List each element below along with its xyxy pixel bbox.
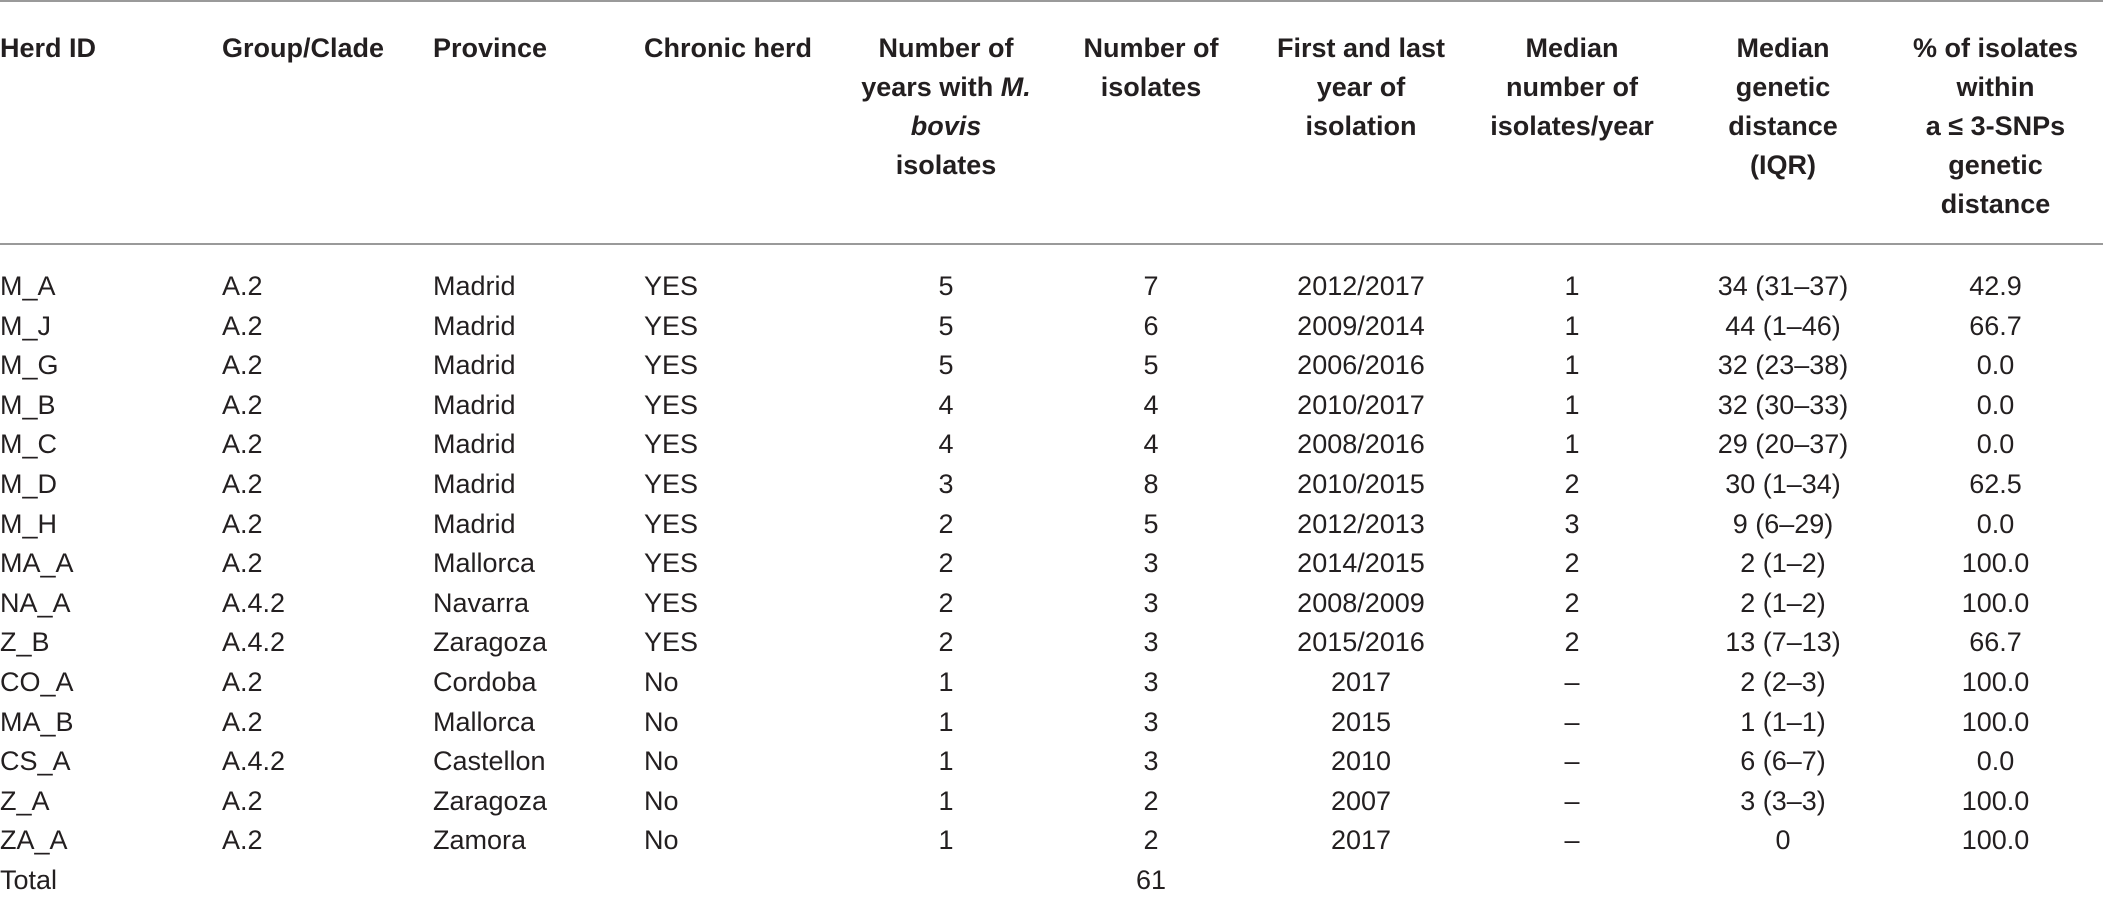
cell-number-of-isolates: 3 (1143, 627, 1159, 658)
table-row (0, 703, 2103, 743)
cell-herd-id: CS_A (0, 746, 71, 777)
cell-number-of-isolates: 3 (1143, 548, 1159, 579)
cell-median-genetic-distance: 2 (1–2) (1740, 587, 1826, 618)
table-row (0, 584, 2103, 624)
table-row (0, 623, 2103, 663)
cell-group-clade: A.2 (222, 310, 263, 341)
cell-pct-within-3-snps: 66.7 (1969, 310, 2022, 341)
cell-pct-within-3-snps: 0.0 (1976, 508, 2015, 539)
cell-province: Zaragoza (433, 627, 548, 658)
cell-median-genetic-distance: 30 (1–34) (1725, 468, 1841, 499)
cell-number-of-isolates: 5 (1143, 508, 1159, 539)
cell-pct-within-3-snps: 100.0 (1961, 548, 2030, 579)
cell-years-with-isolates: 1 (938, 785, 954, 816)
cell-number-of-isolates: 4 (1143, 389, 1159, 420)
cell-number-of-isolates: 6 (1143, 310, 1159, 341)
table-body (0, 244, 2103, 901)
cell-first-last-year: 2007 (1330, 785, 1392, 816)
cell-pct-within-3-snps: 100.0 (1961, 825, 2030, 856)
cell-median-isolates-per-year: 1 (1564, 429, 1580, 460)
cell-group-clade: A.2 (222, 666, 263, 697)
cell-median-isolates-per-year: – (1564, 746, 1580, 777)
cell-chronic-herd: YES (644, 271, 699, 301)
cell-first-last-year: 2012/2013 (1297, 508, 1425, 539)
header-years-with-isolates: Number of years with M. bovis isolates (846, 1, 1046, 244)
table-row (0, 821, 2103, 861)
cell-pct-within-3-snps: 100.0 (1961, 785, 2030, 816)
cell-number-of-isolates: 3 (1143, 706, 1159, 737)
cell-chronic-herd: No (644, 666, 679, 697)
table-row (0, 544, 2103, 584)
cell-median-genetic-distance: 6 (6–7) (1740, 746, 1826, 777)
total-row (0, 861, 2103, 901)
cell-median-isolates-per-year: – (1564, 825, 1580, 856)
cell-group-clade: A.2 (222, 271, 263, 301)
cell-province: Madrid (433, 468, 516, 499)
table-row (0, 244, 2103, 307)
cell-first-last-year: 2010 (1330, 746, 1392, 777)
cell-median-genetic-distance: 13 (7–13) (1725, 627, 1841, 658)
cell-chronic-herd: No (644, 706, 679, 737)
cell-first-last-year: 2010/2015 (1297, 468, 1425, 499)
cell-herd-id: M_J (0, 310, 52, 341)
cell-years-with-isolates: 1 (938, 706, 954, 737)
total-number-of-isolates: 61 (1135, 864, 1167, 895)
table-row (0, 663, 2103, 703)
cell-herd-id: Z_A (0, 785, 50, 816)
cell-median-genetic-distance: 2 (2–3) (1740, 666, 1826, 697)
cell-province: Madrid (433, 271, 516, 301)
cell-pct-within-3-snps: 0.0 (1976, 350, 2015, 381)
table-row (0, 425, 2103, 465)
table-row (0, 307, 2103, 347)
cell-first-last-year: 2012/2017 (1297, 271, 1425, 301)
cell-years-with-isolates: 3 (938, 468, 954, 499)
cell-years-with-isolates: 4 (938, 429, 954, 460)
header-group-clade: Group/Clade (222, 1, 433, 244)
cell-median-genetic-distance: 1 (1–1) (1740, 706, 1826, 737)
cell-first-last-year: 2017 (1330, 666, 1392, 697)
table-row (0, 465, 2103, 505)
cell-median-genetic-distance: 3 (3–3) (1740, 785, 1826, 816)
cell-first-last-year: 2006/2016 (1297, 350, 1425, 381)
cell-pct-within-3-snps: 100.0 (1961, 587, 2030, 618)
cell-first-last-year: 2009/2014 (1297, 310, 1425, 341)
cell-group-clade: A.2 (222, 548, 263, 579)
cell-median-genetic-distance: 34 (31–37) (1717, 271, 1849, 301)
cell-years-with-isolates: 2 (938, 627, 954, 658)
table-header-row (0, 1, 2103, 244)
cell-province: Madrid (433, 508, 516, 539)
cell-pct-within-3-snps: 0.0 (1976, 746, 2015, 777)
cell-chronic-herd: YES (644, 508, 699, 539)
cell-median-genetic-distance: 0 (1775, 825, 1791, 856)
cell-number-of-isolates: 3 (1143, 746, 1159, 777)
cell-group-clade: A.2 (222, 429, 263, 460)
cell-median-genetic-distance: 32 (23–38) (1717, 350, 1849, 381)
cell-first-last-year: 2008/2016 (1297, 429, 1425, 460)
cell-first-last-year: 2014/2015 (1297, 548, 1425, 579)
cell-province: Madrid (433, 429, 516, 460)
cell-pct-within-3-snps: 0.0 (1976, 389, 2015, 420)
cell-median-isolates-per-year: 2 (1564, 627, 1580, 658)
cell-pct-within-3-snps: 66.7 (1969, 627, 2022, 658)
cell-group-clade: A.2 (222, 508, 263, 539)
cell-years-with-isolates: 5 (938, 310, 954, 341)
cell-median-isolates-per-year: 2 (1564, 587, 1580, 618)
table-row (0, 505, 2103, 545)
cell-median-isolates-per-year: 1 (1564, 350, 1580, 381)
cell-group-clade: A.2 (222, 825, 263, 856)
cell-province: Madrid (433, 310, 516, 341)
cell-province: Cordoba (433, 666, 537, 697)
cell-number-of-isolates: 5 (1143, 350, 1159, 381)
cell-median-isolates-per-year: 2 (1564, 548, 1580, 579)
cell-years-with-isolates: 2 (938, 508, 954, 539)
cell-median-isolates-per-year: 2 (1564, 468, 1580, 499)
cell-province: Mallorca (433, 706, 536, 737)
cell-first-last-year: 2017 (1330, 825, 1392, 856)
total-label: Total (0, 864, 58, 895)
cell-years-with-isolates: 5 (938, 271, 954, 301)
cell-group-clade: A.2 (222, 706, 263, 737)
header-herd-id: Herd ID (0, 1, 222, 244)
cell-median-isolates-per-year: 1 (1564, 271, 1580, 301)
cell-number-of-isolates: 8 (1143, 468, 1159, 499)
cell-median-isolates-per-year: 1 (1564, 310, 1580, 341)
cell-herd-id: NA_A (0, 587, 71, 618)
cell-chronic-herd: YES (644, 468, 699, 499)
cell-chronic-herd: No (644, 785, 679, 816)
cell-chronic-herd: No (644, 746, 679, 777)
cell-chronic-herd: YES (644, 548, 699, 579)
cell-median-genetic-distance: 2 (1–2) (1740, 548, 1826, 579)
cell-herd-id: M_H (0, 508, 58, 539)
cell-years-with-isolates: 5 (938, 350, 954, 381)
cell-chronic-herd: YES (644, 627, 699, 658)
cell-province: Castellon (433, 746, 546, 777)
cell-province: Madrid (433, 350, 516, 381)
cell-number-of-isolates: 2 (1143, 825, 1159, 856)
cell-herd-id: M_C (0, 429, 58, 460)
cell-herd-id: M_A (0, 271, 56, 301)
cell-median-isolates-per-year: – (1564, 706, 1580, 737)
cell-herd-id: MA_B (0, 706, 74, 737)
cell-median-isolates-per-year: 1 (1564, 389, 1580, 420)
cell-years-with-isolates: 1 (938, 825, 954, 856)
cell-pct-within-3-snps: 100.0 (1961, 666, 2030, 697)
cell-first-last-year: 2008/2009 (1297, 587, 1425, 618)
cell-first-last-year: 2015 (1330, 706, 1392, 737)
cell-years-with-isolates: 2 (938, 548, 954, 579)
cell-pct-within-3-snps: 100.0 (1961, 706, 2030, 737)
cell-group-clade: A.2 (222, 350, 263, 381)
cell-first-last-year: 2010/2017 (1297, 389, 1425, 420)
cell-group-clade: A.2 (222, 468, 263, 499)
header-median-genetic-distance: Median genetic distance (IQR) (1678, 1, 1888, 244)
cell-province: Madrid (433, 389, 516, 420)
cell-herd-id: M_D (0, 468, 58, 499)
cell-median-isolates-per-year: – (1564, 666, 1580, 697)
cell-number-of-isolates: 2 (1143, 785, 1159, 816)
cell-years-with-isolates: 1 (938, 666, 954, 697)
cell-herd-id: CO_A (0, 666, 74, 697)
header-chronic-herd: Chronic herd (644, 1, 846, 244)
cell-median-isolates-per-year: – (1564, 785, 1580, 816)
cell-group-clade: A.2 (222, 785, 263, 816)
cell-province: Mallorca (433, 548, 536, 579)
cell-herd-id: MA_A (0, 548, 74, 579)
cell-years-with-isolates: 4 (938, 389, 954, 420)
cell-group-clade: A.4.2 (222, 627, 286, 658)
cell-median-genetic-distance: 32 (30–33) (1717, 389, 1849, 420)
cell-chronic-herd: No (644, 825, 679, 856)
cell-group-clade: A.4.2 (222, 746, 286, 777)
cell-chronic-herd: YES (644, 389, 699, 420)
cell-median-isolates-per-year: 3 (1564, 508, 1580, 539)
cell-chronic-herd: YES (644, 587, 699, 618)
cell-number-of-isolates: 7 (1143, 271, 1159, 301)
cell-years-with-isolates: 2 (938, 587, 954, 618)
cell-group-clade: A.4.2 (222, 587, 286, 618)
cell-number-of-isolates: 3 (1143, 666, 1159, 697)
cell-herd-id: M_B (0, 389, 56, 420)
header-number-of-isolates: Number of isolates (1046, 1, 1256, 244)
cell-chronic-herd: YES (644, 350, 699, 381)
cell-herd-id: ZA_A (0, 825, 68, 856)
cell-median-genetic-distance: 29 (20–37) (1717, 429, 1849, 460)
cell-group-clade: A.2 (222, 389, 263, 420)
cell-chronic-herd: YES (644, 310, 699, 341)
cell-province: Navarra (433, 587, 530, 618)
table-row (0, 386, 2103, 426)
table-row (0, 742, 2103, 782)
cell-chronic-herd: YES (644, 429, 699, 460)
header-first-last-year: First and last year of isolation (1256, 1, 1466, 244)
header-province: Province (433, 1, 644, 244)
header-pct-within-3-snps: % of isolates within a ≤ 3-SNPs genetic distance (1888, 1, 2103, 244)
table-row (0, 346, 2103, 386)
cell-pct-within-3-snps: 42.9 (1969, 271, 2022, 301)
cell-herd-id: Z_B (0, 627, 50, 658)
cell-herd-id: M_G (0, 350, 59, 381)
cell-years-with-isolates: 1 (938, 746, 954, 777)
cell-number-of-isolates: 4 (1143, 429, 1159, 460)
cell-province: Zaragoza (433, 785, 548, 816)
cell-first-last-year: 2015/2016 (1297, 627, 1425, 658)
cell-province: Zamora (433, 825, 527, 856)
cell-pct-within-3-snps: 0.0 (1976, 429, 2015, 460)
table-row (0, 782, 2103, 822)
cell-median-genetic-distance: 9 (6–29) (1732, 508, 1834, 539)
cell-number-of-isolates: 3 (1143, 587, 1159, 618)
cell-pct-within-3-snps: 62.5 (1969, 468, 2022, 499)
header-median-isolates-per-year: Median number of isolates/year (1466, 1, 1678, 244)
cell-median-genetic-distance: 44 (1–46) (1725, 310, 1841, 341)
